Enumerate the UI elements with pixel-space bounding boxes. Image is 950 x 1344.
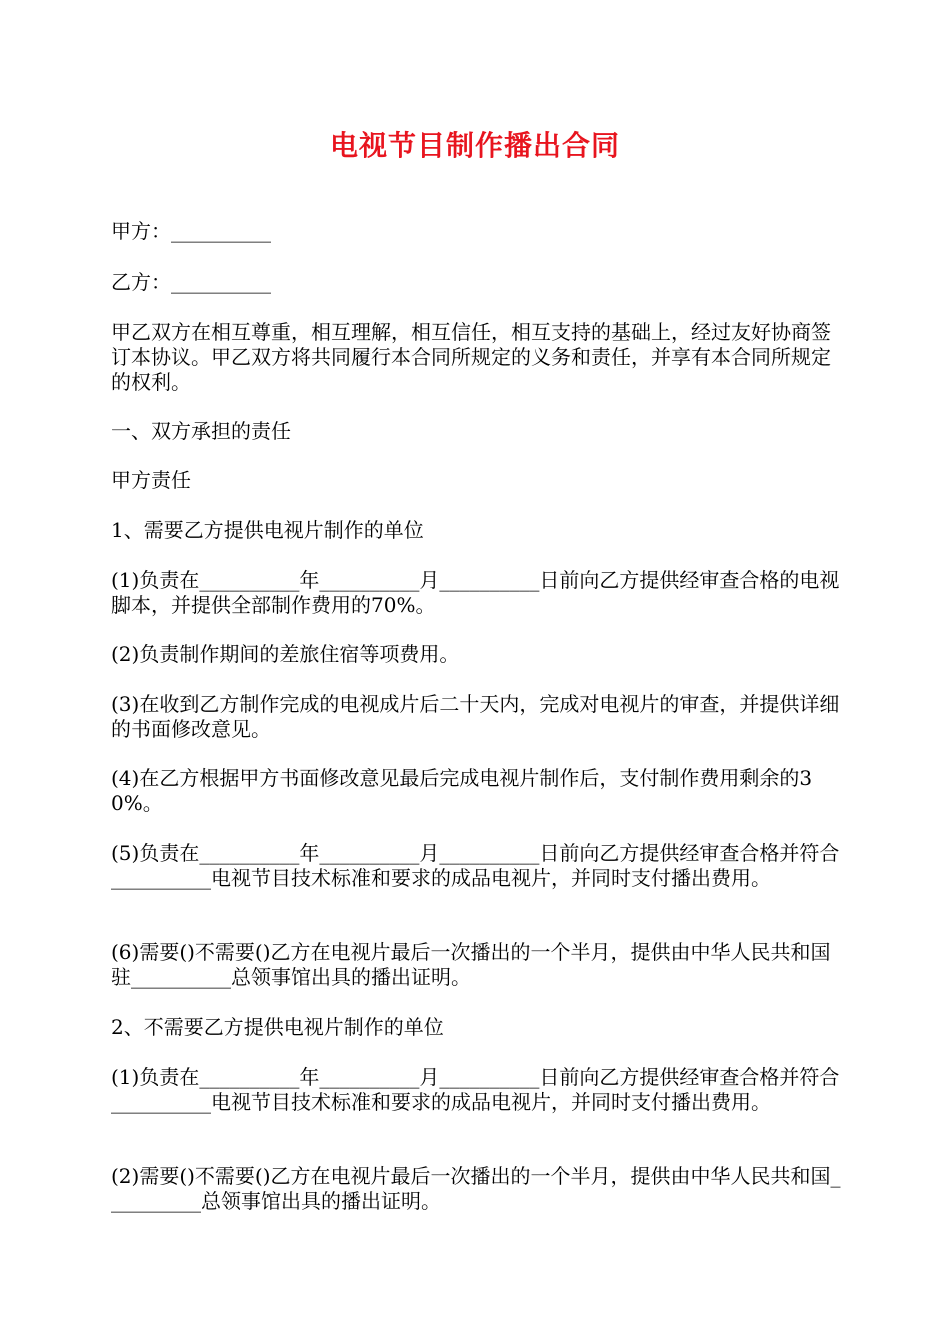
preamble-paragraph: 甲乙双方在相互尊重，相互理解，相互信任，相互支持的基础上，经过友好协商签订本协议。甲乙双方将共同履行本合同所规定的义务和责任，并享有本合同所规定的权利。 (111, 320, 831, 394)
clause-1-item-6: (6)需要()不需要()乙方在电视片最后一次播出的一个半月，提供由中华人民共和国驻__________总领事馆出具的播出证明。 (111, 940, 831, 989)
party-a-line: 甲方：__________ (111, 219, 271, 243)
clause-1-item-1: (1)负责在__________年__________月__________日前向乙方提供经审查合格的电视脚本，并提供全部制作费用的70%。 (111, 568, 840, 617)
clause-1-item-5: (5)负责在__________年__________月__________日前向乙方提供经审查合格并符合__________电视节目技术标准和要求的成品电视片，并同时支付播出费用。 (111, 841, 840, 890)
clause-1-item-4: (4)在乙方根据甲方书面修改意见最后完成电视片制作后，支付制作费用剩余的30%。 (111, 766, 813, 815)
party-b-line: 乙方：__________ (111, 270, 271, 294)
clause-1-item-3: (3)在收到乙方制作完成的电视成片后二十天内，完成对电视片的审查，并提供详细的书面修改意见。 (111, 692, 840, 741)
clause-1-item-2: (2)负责制作期间的差旅住宿等项费用。 (111, 642, 460, 666)
clause-2-item-1: (1)负责在__________年__________月__________日前向乙方提供经审查合格并符合__________电视节目技术标准和要求的成品电视片，并同时支付播出费用。 (111, 1065, 840, 1114)
clause-heading-1: 1、需要乙方提供电视片制作的单位 (111, 518, 424, 542)
document-title: 电视节目制作播出合同 (329, 129, 620, 162)
clause-heading-2: 2、不需要乙方提供电视片制作的单位 (111, 1015, 444, 1039)
section-heading-responsibilities: 一、双方承担的责任 (111, 419, 291, 443)
subheading-party-a-responsibilities: 甲方责任 (111, 468, 191, 492)
clause-2-item-2: (2)需要()不需要()乙方在电视片最后一次播出的一个半月，提供由中华人民共和国__________总领事馆出具的播出证明。 (111, 1164, 841, 1213)
